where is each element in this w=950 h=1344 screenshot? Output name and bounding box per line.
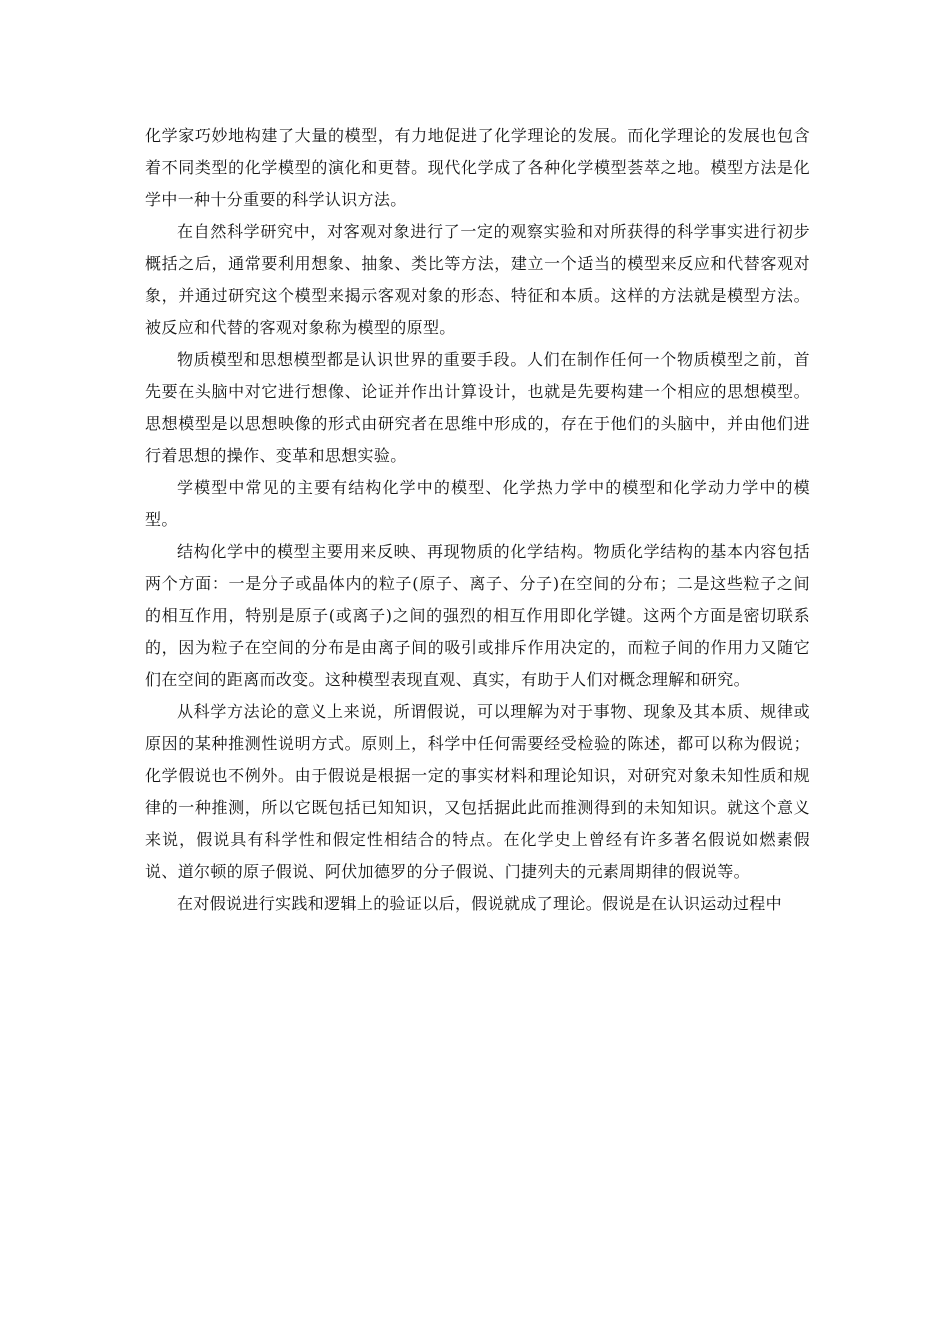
paragraph-1: 化学家巧妙地构建了大量的模型，有力地促进了化学理论的发展。而化学理论的发展也包含着不同类型的化学模型的演化和更替。现代化学成了各种化学模型荟萃之地。模型方法是化学中一种十分重要的科学认识方法。 — [145, 126, 810, 209]
paragraph-2: 在自然科学研究中，对客观对象进行了一定的观察实验和对所获得的科学事实进行初步概括之后，通常要利用想象、抽象、类比等方法，建立一个适当的模型来反应和代替客观对象，并通过研究这个模型来揭示客观对象的形态、特征和本质。这样的方法就是模型方法。被反应和代替的客观对象称为模型的原型。 — [145, 222, 810, 337]
paragraph-5: 结构化学中的模型主要用来反映、再现物质的化学结构。物质化学结构的基本内容包括两个方面：一是分子或晶体内的粒子(原子、离子、分子)在空间的分布；二是这些粒子之间的相互作用，特别是原子(或离子)之间的强烈的相互作用即化学键。这两个方面是密切联系的，因为粒子在空间的分布是由离子间的吸引或排斥作用决定的，而粒子间的作用力又随它们在空间的距离而改变。这种模型表现直观、真实，有助于人们对概念理解和研究。 — [145, 542, 810, 689]
paragraph-3: 物质模型和思想模型都是认识世界的重要手段。人们在制作任何一个物质模型之前，首先要在头脑中对它进行想像、论证并作出计算设计，也就是先要构建一个相应的思想模型。思想模型是以思想映像的形式由研究者在思维中形成的，存在于他们的头脑中，并由他们进行着思想的操作、变革和思想实验。 — [145, 350, 810, 465]
document-body — [145, 120, 810, 920]
paragraph-4: 学模型中常见的主要有结构化学中的模型、化学热力学中的模型和化学动力学中的模型。 — [145, 478, 810, 529]
paragraph-6: 从科学方法论的意义上来说，所谓假说，可以理解为对于事物、现象及其本质、规律或原因的某种推测性说明方式。原则上，科学中任何需要经受检验的陈述，都可以称为假说；化学假说也不例外。由于假说是根据一定的事实材料和理论知识，对研究对象未知性质和规律的一种推测，所以它既包括已知知识，又包括据此此而推测得到的未知知识。就这个意义来说，假说具有科学性和假定性相结合的特点。在化学史上曾经有许多著名假说如燃素假说、道尔顿的原子假说、阿伏加德罗的分子假说、门捷列夫的元素周期律的假说等。 — [145, 702, 810, 881]
paragraph-7: 在对假说进行实践和逻辑上的验证以后，假说就成了理论。假说是在认识运动过程中 — [177, 894, 782, 913]
